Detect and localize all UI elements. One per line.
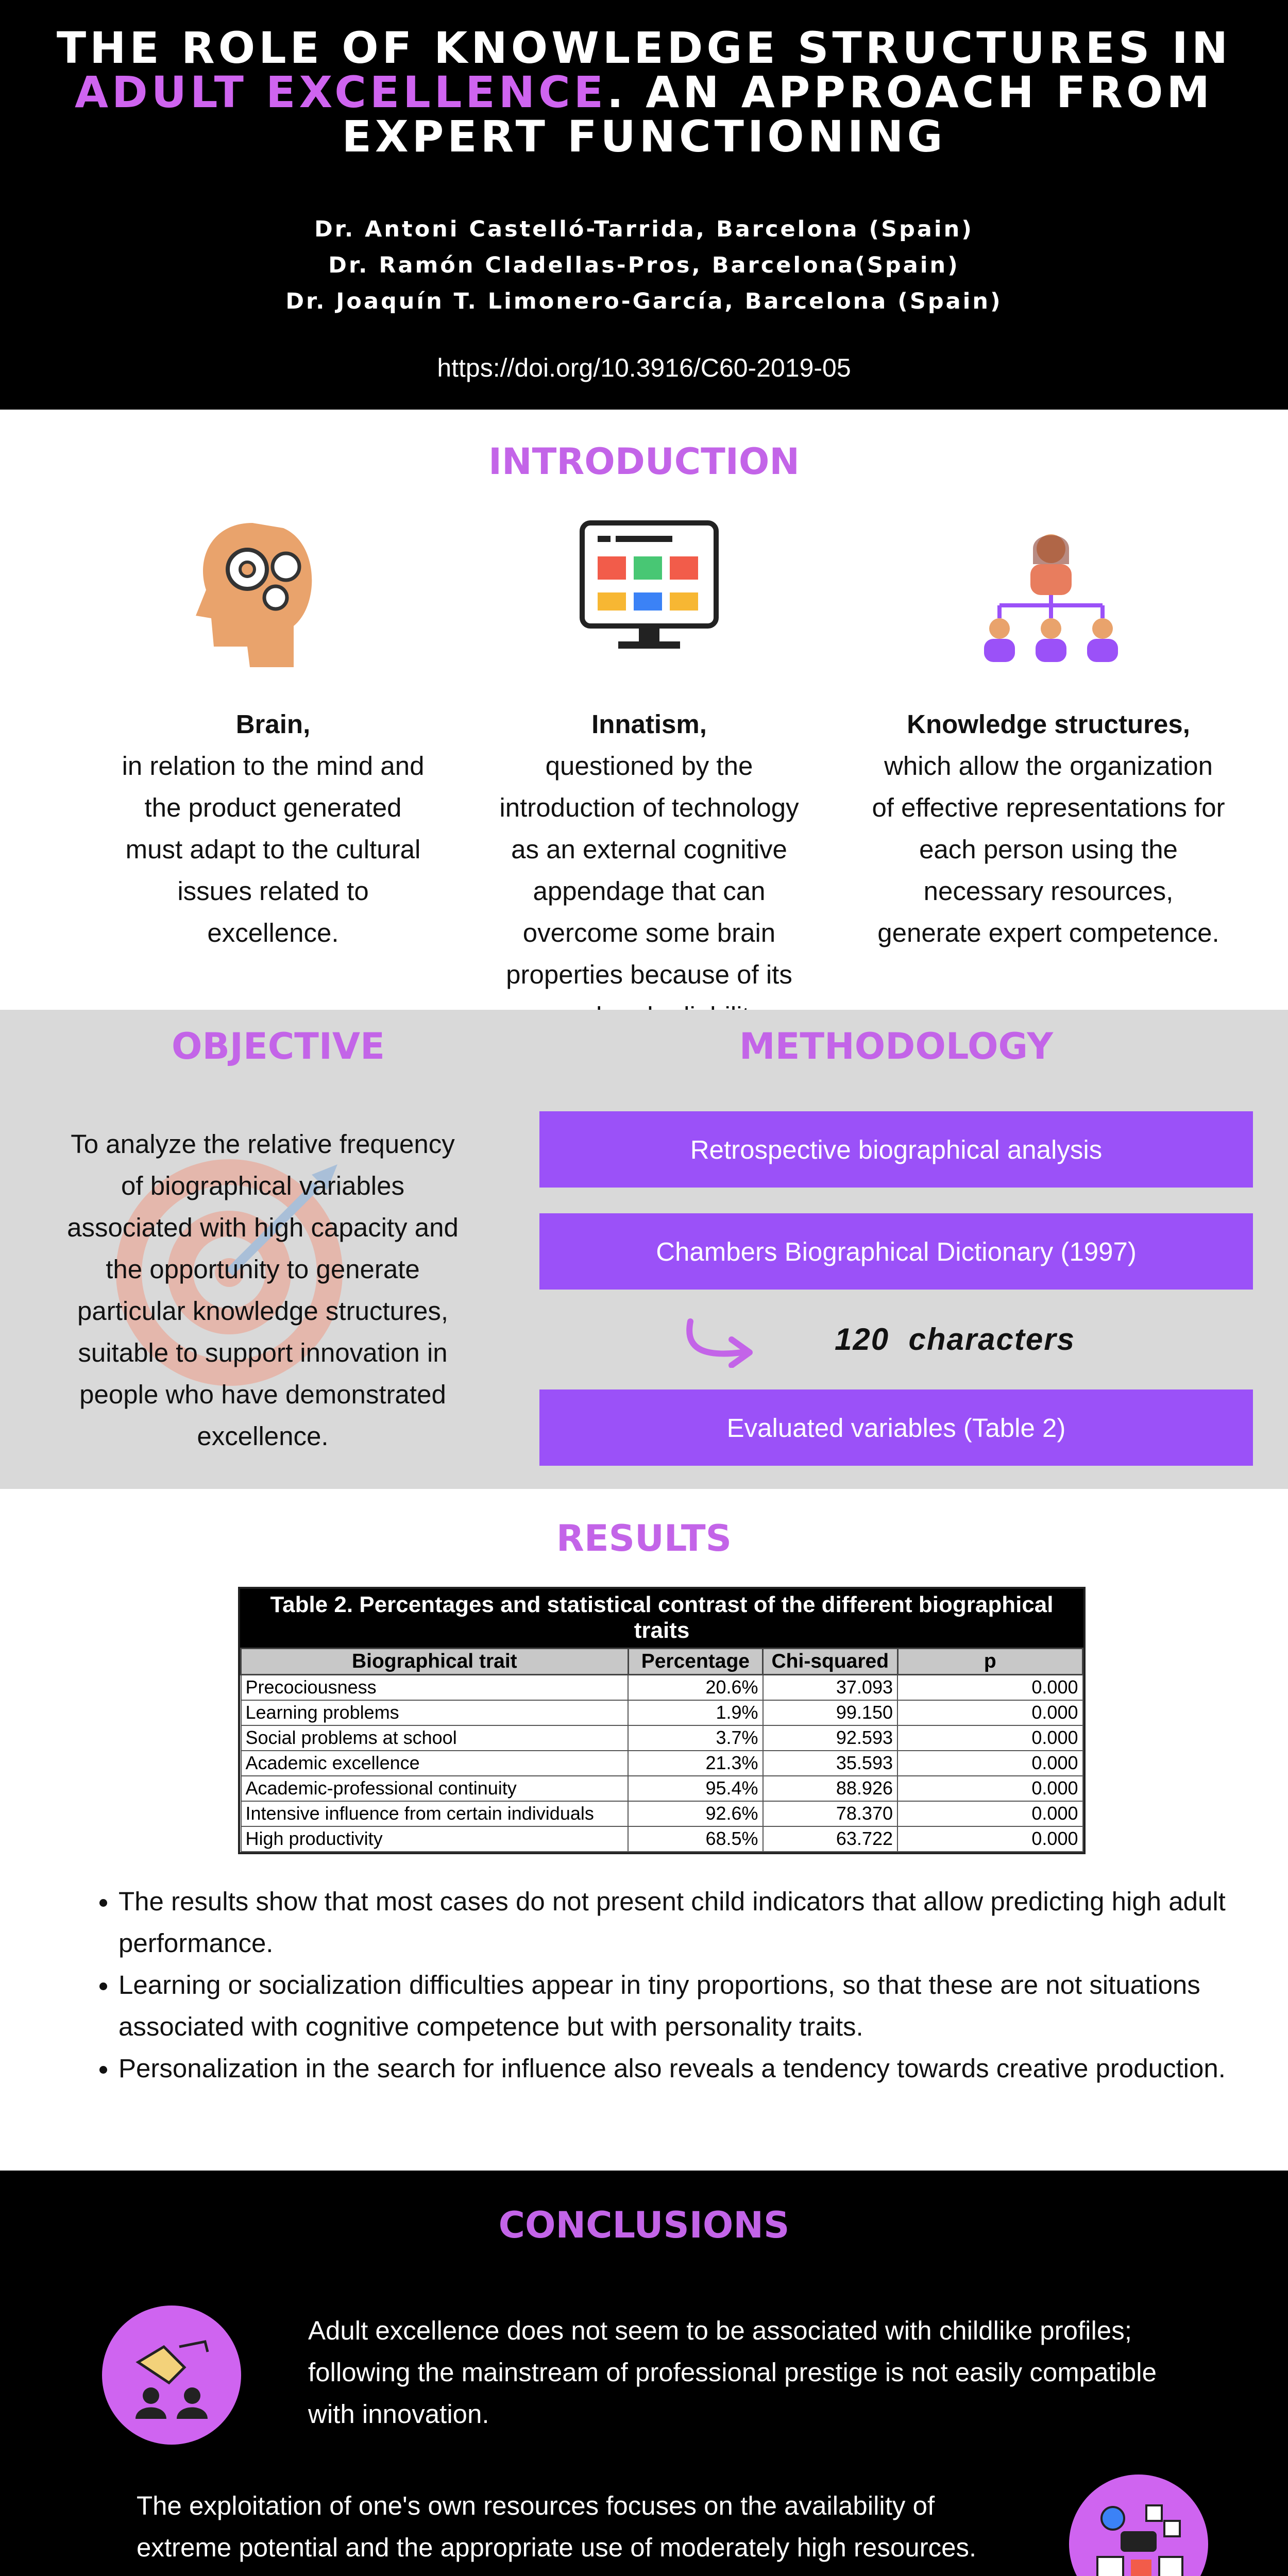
objective-text: To analyze the relative frequency of biographical variables associated with high capacity and the opportunity to generate particular knowledge structures, suitable to support innovation in people who have demonstrated excellence.: [67, 1129, 459, 1451]
title-line-2-rest: . AN APPROACH FROM: [607, 67, 1213, 117]
col-header-chi: Chi-squared: [763, 1649, 897, 1675]
cell-chi: 37.093: [763, 1675, 897, 1700]
characters-count: 120 characters: [835, 1322, 1075, 1357]
conclusions-section: [0, 2171, 1288, 2576]
cell-p: 0.000: [897, 1725, 1083, 1751]
table-row: [241, 1826, 1083, 1852]
introduction-section: [0, 410, 1288, 1010]
table-row: [241, 1751, 1083, 1776]
cell-chi: 88.926: [763, 1776, 897, 1801]
intro-innatism-text: questioned by the introduction of technology as an external cognitive appendage that can overcome some brain properties because of its: [499, 751, 799, 989]
cell-trait: Social problems at school: [241, 1725, 629, 1751]
methodology-box-dictionary: Chambers Biographical Dictionary (1997): [539, 1213, 1253, 1290]
introduction-title: INTRODUCTION: [488, 440, 800, 483]
cell-percentage: 20.6%: [628, 1675, 762, 1700]
cell-p: 0.000: [897, 1801, 1083, 1826]
cell-p: 0.000: [897, 1675, 1083, 1700]
cell-chi: 78.370: [763, 1801, 897, 1826]
col-header-trait: Biographical trait: [241, 1649, 629, 1675]
handshake-icon: [102, 2306, 241, 2445]
cell-percentage: 3.7%: [628, 1725, 762, 1751]
team-hierarchy-icon: [979, 528, 1123, 667]
conclusion-text-2: The exploitation of one's own resources focuses on the availability of extreme potential and the appropriate use of moderately high resources.: [137, 2491, 977, 2562]
brain-gears-icon: [191, 513, 325, 667]
cell-trait: Academic excellence: [241, 1751, 629, 1776]
conclusion-text-1: Adult excellence does not seem to be associated with childlike profiles; following the mainstream of professional prestige is not easily compatible with innovation.: [308, 2316, 1157, 2429]
curved-arrow-icon: [680, 1316, 757, 1368]
table-row: [241, 1700, 1083, 1725]
objective-methodology-section: [0, 1010, 1288, 1489]
methodology-box-analysis: Retrospective biographical analysis: [539, 1111, 1253, 1188]
author-1: Dr. Antoni Castelló-Tarrida, Barcelona (Spain): [314, 216, 974, 242]
cell-percentage: 1.9%: [628, 1700, 762, 1725]
results-bullet: • Learning or socialization difficulties appear in tiny proportions, so that these are not situations associated with cognitive competence but with personality traits.: [118, 1964, 1226, 2047]
col-header-p: p: [897, 1649, 1083, 1675]
intro-knowledge-heading: Knowledge structures,: [907, 709, 1190, 739]
author-2: Dr. Ramón Cladellas-Pros, Barcelona(Spain): [328, 252, 960, 278]
page-title: [52, 23, 1236, 162]
cell-trait: Academic-professional continuity: [241, 1776, 629, 1801]
results-bullet: • Personalization in the search for influence also reveals a tendency towards creative production.: [118, 2047, 1226, 2089]
cell-p: 0.000: [897, 1826, 1083, 1852]
objective-title: OBJECTIVE: [172, 1025, 385, 1067]
title-line-1: THE ROLE OF KNOWLEDGE STRUCTURES IN: [56, 23, 1232, 73]
cell-trait: High productivity: [241, 1826, 629, 1852]
cell-trait: Precociousness: [241, 1675, 629, 1700]
cell-chi: 63.722: [763, 1826, 897, 1852]
cell-percentage: 95.4%: [628, 1776, 762, 1801]
intro-column-brain: [88, 703, 459, 954]
table-row: [241, 1675, 1083, 1700]
methodology-box-variables: Evaluated variables (Table 2): [539, 1389, 1253, 1466]
intro-brain-heading: Brain,: [235, 709, 311, 739]
results-title: RESULTS: [556, 1517, 732, 1560]
col-header-percentage: Percentage: [628, 1649, 762, 1675]
cell-chi: 35.593: [763, 1751, 897, 1776]
intro-knowledge-text: which allow the organization of effective representations for each person using the necessary resources, generate expert competence.: [872, 751, 1225, 947]
cell-percentage: 68.5%: [628, 1826, 762, 1852]
table-header-row: [241, 1649, 1083, 1675]
header: [0, 0, 1288, 410]
cell-p: 0.000: [897, 1776, 1083, 1801]
cell-trait: Learning problems: [241, 1700, 629, 1725]
cell-percentage: 92.6%: [628, 1801, 762, 1826]
cell-chi: 99.150: [763, 1700, 897, 1725]
results-table: [238, 1587, 1086, 1854]
intro-innatism-heading: Innatism,: [591, 709, 707, 739]
title-highlight: ADULT EXCELLENCE: [75, 67, 607, 117]
cell-chi: 92.593: [763, 1725, 897, 1751]
title-line-2: [52, 67, 1236, 117]
intro-column-innatism: [464, 703, 835, 1037]
cell-trait: Intensive influence from certain individuals: [241, 1801, 629, 1826]
table-caption: Table 2. Percentages and statistical contrast of the different biographical traits: [240, 1589, 1083, 1648]
author-3: Dr. Joaquín T. Limonero-García, Barcelona (Spain): [285, 289, 1003, 314]
monitor-icon: [577, 518, 721, 657]
results-bullet: • The results show that most cases do not present child indicators that allow predicting high adult performance.: [118, 1880, 1226, 1964]
intro-column-knowledge: [863, 703, 1234, 954]
methodology-title: METHODOLOGY: [739, 1025, 1054, 1067]
tech-devices-icon: [1069, 2475, 1208, 2576]
table-row: [241, 1776, 1083, 1801]
cell-p: 0.000: [897, 1700, 1083, 1725]
results-bullet-list: [93, 1880, 1226, 2089]
intro-brain-text: in relation to the mind and the product generated must adapt to the cultural issues related to excellence.: [122, 751, 425, 947]
cell-p: 0.000: [897, 1751, 1083, 1776]
cell-percentage: 21.3%: [628, 1751, 762, 1776]
doi-link[interactable]: https://doi.org/10.3916/C60-2019-05: [437, 353, 851, 382]
table-row: [241, 1725, 1083, 1751]
table-row: [241, 1801, 1083, 1826]
conclusions-title: CONCLUSIONS: [498, 2204, 790, 2246]
title-line-3: EXPERT FUNCTIONING: [342, 111, 946, 162]
